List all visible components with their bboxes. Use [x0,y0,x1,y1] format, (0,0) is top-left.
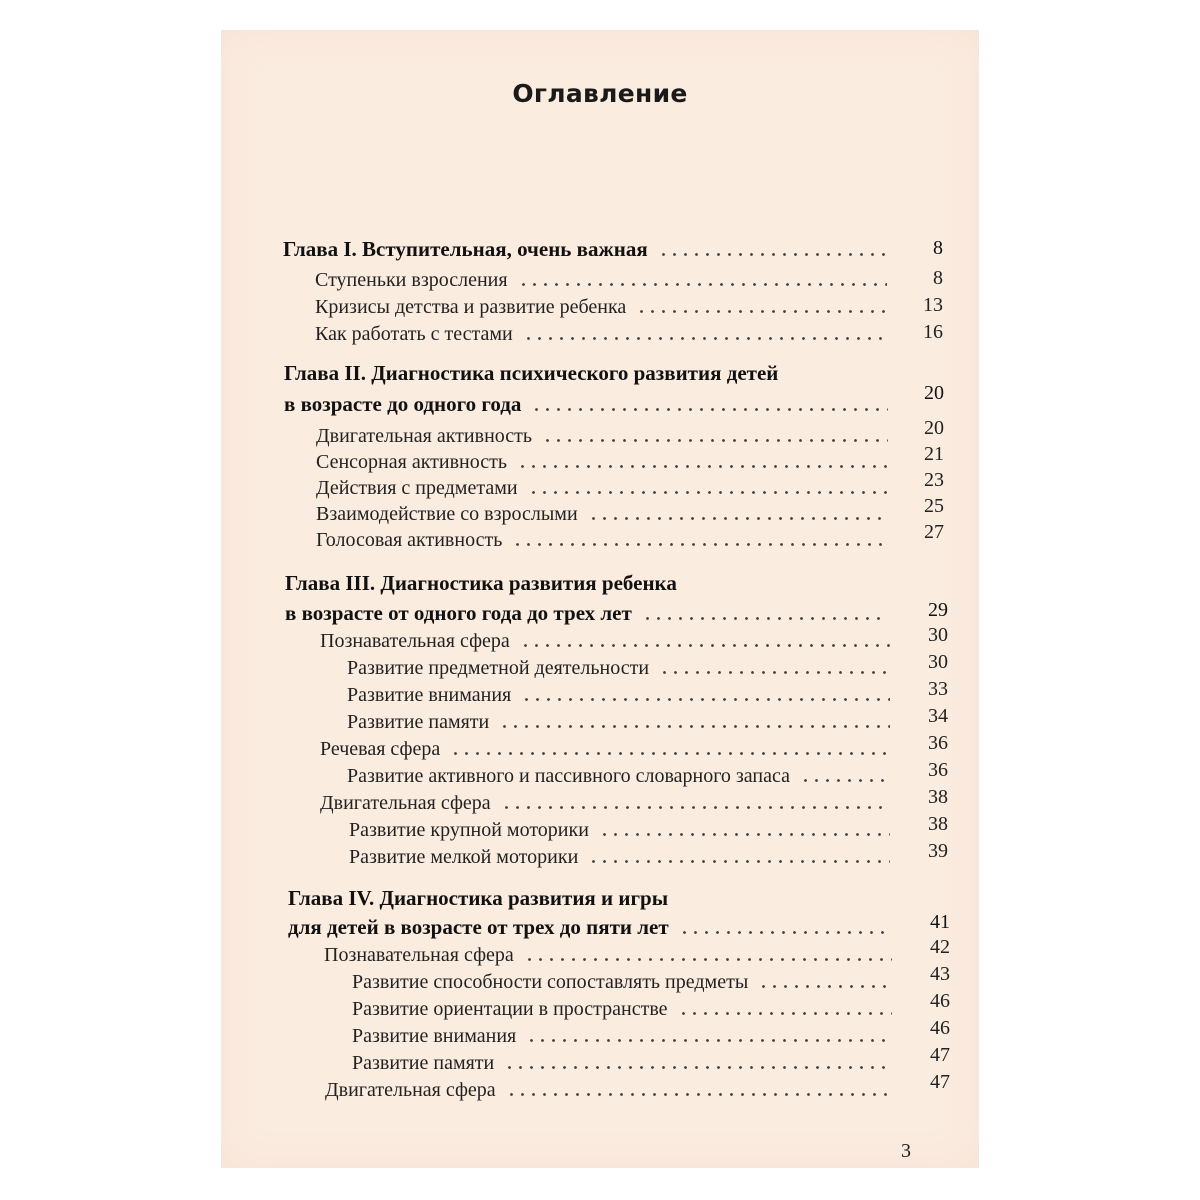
toc-entry-title: Действия с предметами [316,477,518,499]
toc-chapter-title: Глава II. Диагностика психического развития детей [284,361,779,385]
toc-page-number: 47 [930,1071,950,1093]
page-heading: Оглавление [512,79,688,108]
toc-page-number: 39 [928,840,948,862]
dot-leader [542,439,888,442]
toc-entry-title: Голосовая активность [316,529,503,551]
toc-entry-title: Познавательная сфера [320,630,510,652]
toc-entry[interactable] [349,839,948,869]
toc-chapter-title: Глава IV. Диагностика развития и игры [288,886,669,910]
toc-chapter-title: в возрасте до одного года [284,392,522,416]
toc-page-number: 46 [930,1017,950,1039]
toc-entry-title: Как работать с тестами [315,323,513,345]
dot-leader [642,617,888,620]
toc-entry[interactable] [320,623,948,653]
toc-entry-title: Развитие внимания [347,684,512,706]
toc-entry[interactable] [352,1017,950,1048]
toc-page-number: 8 [933,267,943,289]
toc-page-number: 38 [928,813,948,835]
toc-chapter-4-line-1[interactable] [288,881,908,911]
dot-leader [658,253,887,256]
dot-leader [659,671,890,674]
dot-leader [588,860,890,863]
toc-entry-title: Развитие внимания [352,1025,517,1047]
toc-entry-title: Двигательная активность [316,425,533,447]
toc-entry[interactable] [315,316,943,346]
toc-entry[interactable] [320,785,948,815]
toc-entry[interactable] [315,289,943,319]
toc-page-number: 36 [928,732,948,754]
toc-entry[interactable] [325,1071,950,1102]
toc-page-number: 43 [930,963,950,985]
toc-entry-title: Развитие способности сопоставлять предметы [352,971,749,993]
dot-leader [526,1039,892,1042]
toc-entry-title: Сенсорная активность [316,451,507,473]
dot-leader [679,931,892,934]
toc-page-number: 25 [924,495,944,517]
dot-leader [499,725,890,728]
toc-page-number: 27 [924,521,944,543]
toc-entry-title: Развитие памяти [352,1052,495,1074]
toc-entry-title: Двигательная сфера [320,792,491,814]
toc-page-number: 42 [930,936,950,958]
toc-page-number: 20 [924,382,944,404]
toc-page-number: 46 [930,990,950,1012]
dot-leader [523,337,887,340]
toc-entry-title: Развитие активного и пассивного словарного запаса [347,765,790,787]
dot-leader [531,408,888,411]
dot-leader [800,779,890,782]
toc-page-number: 30 [928,651,948,673]
dot-leader [524,958,892,961]
dot-leader [521,698,890,701]
toc-entry[interactable] [324,936,950,967]
table-of-contents [221,30,979,1168]
toc-entry[interactable] [352,990,950,1021]
toc-entry-title: Ступеньки взросления [315,269,508,291]
toc-chapter-title: в возрасте от одного года до трех лет [285,601,632,625]
toc-page-number: 20 [924,417,944,439]
dot-leader [450,752,890,755]
dot-leader [518,283,887,286]
toc-page-number: 47 [930,1044,950,1066]
toc-entry-title: Развитие ориентации в пространстве [352,998,668,1020]
toc-page-number: 21 [924,443,944,465]
dot-leader [517,465,888,468]
dot-leader [506,1093,892,1096]
toc-chapter-title: Глава III. Диагностика развития ребенка [285,571,677,595]
book-page [221,30,979,1168]
dot-leader [512,543,888,546]
toc-page-number: 38 [928,786,948,808]
dot-leader [520,644,890,647]
dot-leader [758,985,892,988]
dot-leader [636,310,887,313]
toc-page-number: 23 [924,469,944,491]
toc-chapter-3[interactable] [285,596,948,626]
toc-entry[interactable] [352,1044,950,1075]
toc-entry[interactable] [347,677,948,707]
dot-leader [588,517,888,520]
toc-entry-title: Кризисы детства и развитие ребенка [315,296,627,318]
toc-page-number: 13 [923,294,943,316]
toc-entry-title: Развитие памяти [347,711,490,733]
toc-page-number: 8 [933,237,943,259]
toc-entry[interactable] [316,521,944,552]
toc-entry[interactable] [347,758,948,788]
toc-entry-title: Познавательная сфера [324,944,514,966]
toc-chapter-1[interactable] [283,232,943,262]
toc-chapter-title: для детей в возрасте от трех до пяти лет [288,915,669,939]
toc-entry[interactable] [347,650,948,680]
toc-entry[interactable] [352,963,950,994]
toc-entry[interactable] [320,731,948,761]
toc-entry-title: Двигательная сфера [325,1079,496,1101]
page-number: 3 [901,1140,911,1162]
toc-entry-title: Развитие предметной деятельности [347,657,650,679]
toc-chapter-4[interactable] [288,910,950,940]
toc-chapter-3-line-1[interactable] [285,566,905,596]
toc-page-number: 34 [928,705,948,727]
toc-entry-title: Речевая сфера [320,738,441,760]
dot-leader [504,1066,892,1069]
dot-leader [599,833,890,836]
toc-page-number: 29 [928,599,948,621]
toc-page-number: 33 [928,678,948,700]
toc-entry[interactable] [315,262,943,292]
toc-entry[interactable] [349,812,948,842]
toc-page-number: 41 [930,911,950,933]
toc-page-number: 16 [923,321,943,343]
toc-entry-title: Развитие крупной моторики [349,819,589,841]
toc-chapter-title: Глава I. Вступительная, очень важная [283,237,648,261]
dot-leader [528,491,888,494]
toc-page-number: 36 [928,759,948,781]
toc-chapter-2-line-1[interactable] [284,356,904,386]
dot-leader [678,1012,892,1015]
dot-leader [501,806,890,809]
toc-entry-title: Взаимодействие со взрослыми [316,503,578,525]
toc-entry-title: Развитие мелкой моторики [349,846,579,868]
toc-page-number: 30 [928,624,948,646]
toc-entry[interactable] [347,704,948,734]
toc-chapter-2[interactable] [284,382,944,417]
